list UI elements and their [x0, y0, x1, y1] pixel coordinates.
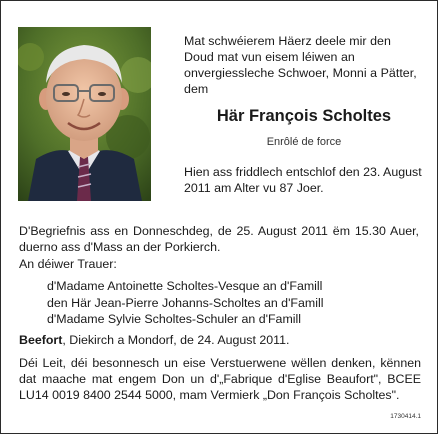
mourning-label: An déiwer Trauer: — [19, 257, 117, 271]
deceased-name: Här François Scholtes — [216, 107, 392, 125]
death-notice: Hien ass friddlech entschlof den 23. August 2011 am Alter vu 87 Joer. — [184, 165, 422, 195]
intro-text: Mat schwéierem Häerz deele mir den Doud mat vun eisem léiwen an onvergiessleche Schwoer, Monni a Pätter, dem — [184, 34, 417, 96]
mourner-item: d'Madame Antoinette Scholtes-Vesque an d'Famill — [47, 279, 323, 293]
mourner-item: den Här Jean-Pierre Johanns-Scholtes an d'Famill — [47, 295, 324, 310]
donation-text: Déi Leit, déi besonnesch un eise Verstuerwene wëllen denken, kënnen dat maache mat engem Don un d'„Fabrique d'Eglise Beaufort", BCEE LU14 0019 8400 2544 5000, mam Vermierk „Don François Scholtes". — [19, 356, 421, 402]
place-date-line — [19, 332, 419, 348]
deceased-subtitle: Enrôlé de force — [266, 136, 342, 148]
funeral-details: D'Begriefnis ass en Donneschdeg, de 25. August 2011 ëm 15.30 Auer, duerno ass d'Mass an der Porkierch. — [19, 224, 419, 254]
place-town: Beefort — [19, 333, 63, 347]
mourners-list — [47, 278, 419, 328]
mourner-item: d'Madame Sylvie Scholtes-Schuler an d'Famill — [47, 312, 302, 326]
reference-number: 1730414.1 — [390, 413, 421, 420]
portrait-photo — [18, 27, 151, 201]
place-rest: , Diekirch a Mondorf, de 24. August 2011. — [62, 333, 290, 347]
